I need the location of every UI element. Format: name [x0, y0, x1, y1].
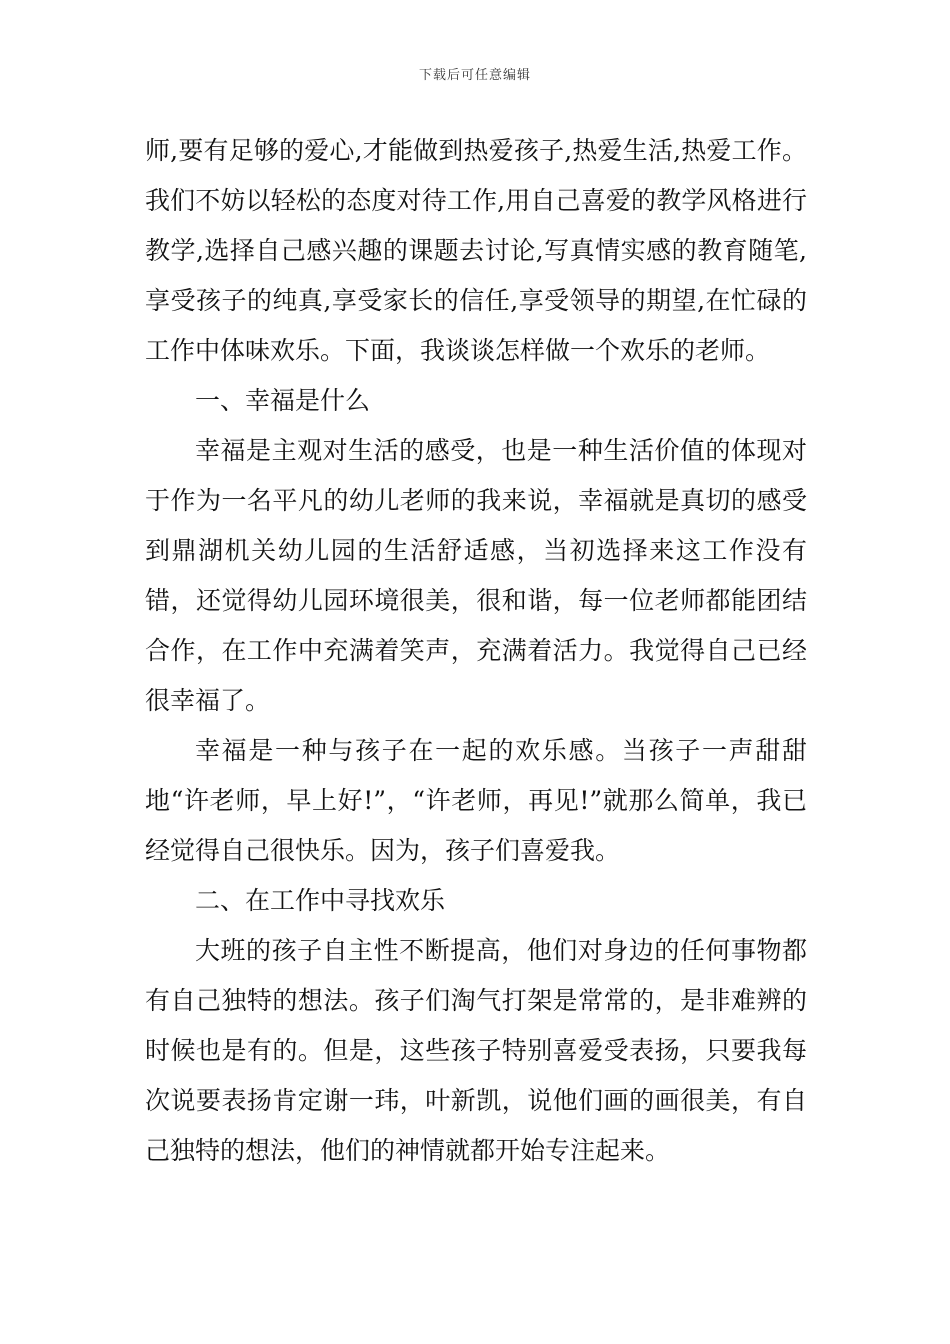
- section-heading-1: 一、幸福是什么: [195, 386, 371, 415]
- document-body: [145, 126, 807, 1176]
- page-header-note: 下载后可任意编辑: [418, 68, 531, 83]
- paragraph-continuation: 师,要有足够的爱心,才能做到热爱孩子,热爱生活,热爱工作。我们不妨以轻松的态度对待工作,用自己喜爱的教学风格进行教学,选择自己感兴趣的课题去讨论,写真情实感的教育随笔,享受孩子的纯真,享受家长的信任,享受领导的期望,在忙碌的工作中体味欢乐。下面，我谈谈怎样做一个欢乐的老师。: [145, 136, 807, 365]
- section-heading-2: 二、在工作中寻找欢乐: [195, 886, 446, 915]
- paragraph-big-class-children: 大班的孩子自主性不断提高，他们对身边的任何事物都有自己独特的想法。孩子们淘气打架是常常的，是非难辨的时候也是有的。但是，这些孩子特别喜爱受表扬，只要我每次说要表扬肯定谢一玮，叶新凯，说他们画的画很美，有自己独特的想法，他们的神情就都开始专注起来。: [145, 936, 807, 1165]
- paragraph-happiness-with-children: 幸福是一种与孩子在一起的欢乐感。当孩子一声甜甜地“许老师，早上好!”，“许老师，再见!”就那么简单，我已经觉得自己很快乐。因为，孩子们喜爱我。: [145, 736, 807, 865]
- paragraph-happiness-definition: 幸福是主观对生活的感受，也是一种生活价值的体现对于作为一名平凡的幼儿老师的我来说，幸福就是真切的感受到鼎湖机关幼儿园的生活舒适感，当初选择来这工作没有错，还觉得幼儿园环境很美，很和谐，每一位老师都能团结合作，在工作中充满着笑声，充满着活力。我觉得自己已经很幸福了。: [145, 436, 807, 715]
